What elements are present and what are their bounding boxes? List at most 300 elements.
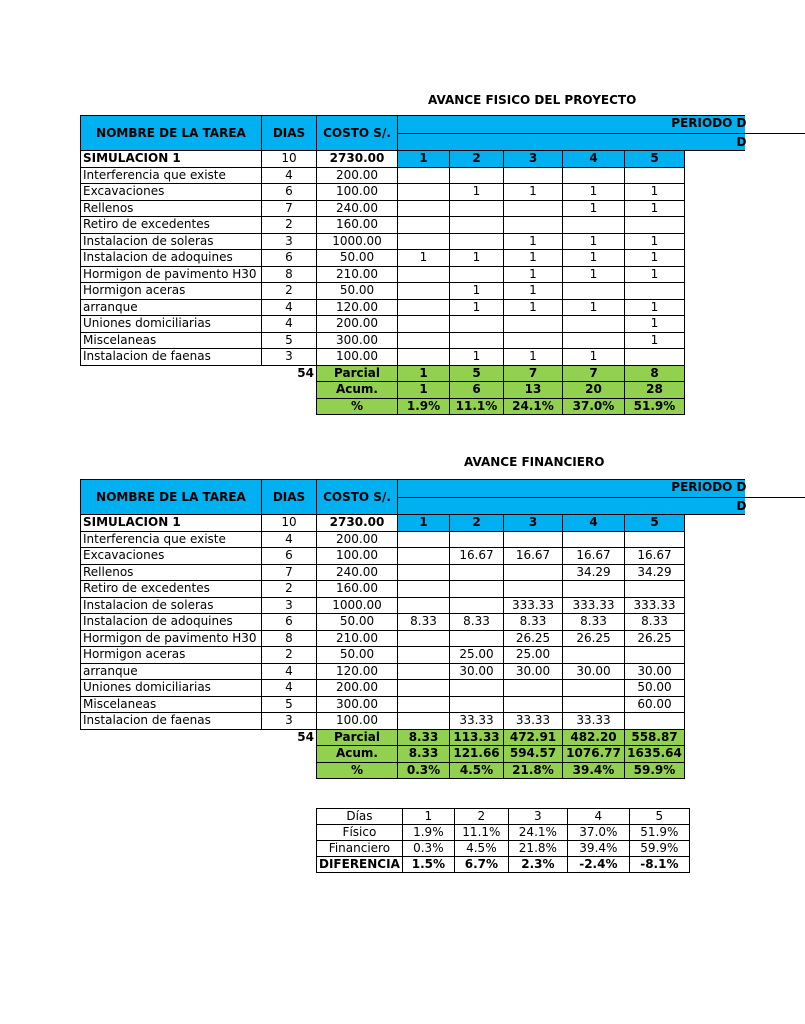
task-costo: 240.00 (317, 564, 398, 581)
task-costo: 210.00 (317, 630, 398, 647)
task-name: Instalacion de adoquines (81, 614, 262, 631)
task-period-5: 1 (625, 233, 685, 250)
period-header-2: 2 (450, 515, 504, 532)
task-period-1 (398, 564, 450, 581)
simulation-row (81, 515, 745, 532)
task-costo: 210.00 (317, 266, 398, 283)
summary-value-2: 5 (450, 365, 504, 382)
comparison-value-1: 1.9% (402, 825, 454, 841)
table-row (81, 696, 745, 713)
task-period-5: 1 (625, 299, 685, 316)
task-dias: 3 (262, 713, 317, 730)
task-period-3: 25.00 (504, 647, 563, 664)
task-period-2 (450, 564, 504, 581)
task-period-4: 1 (563, 184, 625, 201)
summary-value-5: 1635.64 (625, 746, 685, 763)
table-row (81, 332, 745, 349)
header-costo: COSTO S/. (317, 116, 398, 151)
summary-tail (685, 762, 745, 779)
table-row (81, 597, 745, 614)
fisico-title: AVANCE FISICO DEL PROYECTO (428, 93, 637, 107)
summary-tail (685, 365, 745, 382)
task-period-4 (563, 283, 625, 300)
task-dias: 6 (262, 184, 317, 201)
summary-row (81, 746, 745, 763)
task-period-1 (398, 581, 450, 598)
comparison-row (317, 825, 690, 841)
sim-costo: 2730.00 (317, 151, 398, 168)
task-period-5: 1 (625, 316, 685, 333)
task-period-4 (563, 680, 625, 697)
task-period-4 (563, 217, 625, 234)
task-name: Instalacion de adoquines (81, 250, 262, 267)
task-period-3: 30.00 (504, 663, 563, 680)
task-dias: 5 (262, 696, 317, 713)
table-row (81, 184, 745, 201)
task-period-2: 33.33 (450, 713, 504, 730)
task-period-1 (398, 332, 450, 349)
task-dias: 7 (262, 564, 317, 581)
period-header-5: 5 (625, 515, 685, 532)
task-costo: 200.00 (317, 531, 398, 548)
comparison-value-3: 21.8% (508, 841, 567, 857)
header-nombre: NOMBRE DE LA TAREA (81, 480, 262, 515)
task-period-4 (563, 531, 625, 548)
task-name: Rellenos (81, 200, 262, 217)
task-period-1 (398, 680, 450, 697)
summary-blank (81, 382, 262, 399)
summary-row (81, 398, 745, 415)
task-period-5 (625, 167, 685, 184)
task-period-4 (563, 167, 625, 184)
summary-blank (81, 729, 262, 746)
header-dias: DIAS (262, 116, 317, 151)
task-period-1 (398, 217, 450, 234)
task-name: Excavaciones (81, 184, 262, 201)
summary-value-3: 594.57 (504, 746, 563, 763)
task-period-2: 30.00 (450, 663, 504, 680)
summary-value-2: 6 (450, 382, 504, 399)
summary-value-1: 8.33 (398, 729, 450, 746)
task-period-4: 1 (563, 266, 625, 283)
task-period-2 (450, 167, 504, 184)
sim-name: SIMULACION 1 (81, 515, 262, 532)
table-row (81, 349, 745, 366)
task-period-1 (398, 548, 450, 565)
task-dias: 8 (262, 266, 317, 283)
task-period-3: 1 (504, 250, 563, 267)
task-dias: 6 (262, 614, 317, 631)
task-period-5: 34.29 (625, 564, 685, 581)
task-name: Hormigon aceras (81, 283, 262, 300)
task-period-4: 1 (563, 349, 625, 366)
comparison-value-2: 11.1% (454, 825, 508, 841)
task-period-2 (450, 680, 504, 697)
periodo-divider (398, 133, 805, 134)
summary-row (81, 729, 745, 746)
task-name: Hormigon de pavimento H30 (81, 630, 262, 647)
task-period-3: 33.33 (504, 713, 563, 730)
header-costo: COSTO S/. (317, 480, 398, 515)
task-period-2 (450, 266, 504, 283)
task-costo: 100.00 (317, 184, 398, 201)
task-period-4: 33.33 (563, 713, 625, 730)
task-period-3: 333.33 (504, 597, 563, 614)
summary-blank (81, 746, 262, 763)
periodo-label: PERIODO D (671, 480, 747, 494)
table-row (81, 531, 745, 548)
task-period-3: 1 (504, 266, 563, 283)
task-costo: 160.00 (317, 581, 398, 598)
summary-value-5: 8 (625, 365, 685, 382)
financiero-title: AVANCE FINANCIERO (464, 455, 605, 469)
task-period-3 (504, 564, 563, 581)
task-period-4: 1 (563, 233, 625, 250)
summary-row (81, 365, 745, 382)
task-name: Instalacion de faenas (81, 349, 262, 366)
task-period-3: 1 (504, 233, 563, 250)
task-period-2: 1 (450, 184, 504, 201)
comparison-value-1: 0.3% (402, 841, 454, 857)
task-period-5: 1 (625, 266, 685, 283)
comparison-row (317, 857, 690, 873)
task-period-2 (450, 597, 504, 614)
total-dias: 54 (297, 366, 314, 380)
task-period-1 (398, 316, 450, 333)
task-period-1 (398, 597, 450, 614)
table-row (81, 233, 745, 250)
comparison-value-2: 4.5% (454, 841, 508, 857)
task-period-4: 1 (563, 250, 625, 267)
task-dias: 4 (262, 167, 317, 184)
fisico-sheet-clip (80, 115, 745, 420)
task-costo: 100.00 (317, 349, 398, 366)
task-period-3 (504, 200, 563, 217)
task-dias: 4 (262, 316, 317, 333)
task-period-5 (625, 647, 685, 664)
period-header-4: 4 (563, 151, 625, 168)
task-period-5: 30.00 (625, 663, 685, 680)
comparison-row (317, 841, 690, 857)
summary-row (81, 762, 745, 779)
comparison-value-5: 51.9% (629, 825, 689, 841)
task-period-4 (563, 647, 625, 664)
task-period-5 (625, 531, 685, 548)
task-name: Retiro de excedentes (81, 217, 262, 234)
sim-name: SIMULACION 1 (81, 151, 262, 168)
task-period-5 (625, 581, 685, 598)
summary-row (81, 382, 745, 399)
periodo-label: PERIODO D (671, 116, 747, 130)
financiero-tbody (81, 480, 745, 779)
task-costo: 200.00 (317, 680, 398, 697)
period-header-2: 2 (450, 151, 504, 168)
task-period-5: 333.33 (625, 597, 685, 614)
task-costo: 50.00 (317, 283, 398, 300)
comparison-value-5: 59.9% (629, 841, 689, 857)
summary-tail (685, 398, 745, 415)
table-row (81, 713, 745, 730)
comparison-label: Financiero (317, 841, 403, 857)
task-name: arranque (81, 299, 262, 316)
summary-blank (81, 398, 262, 415)
task-costo: 240.00 (317, 200, 398, 217)
task-period-4: 1 (563, 299, 625, 316)
task-period-1 (398, 200, 450, 217)
summary-value-1: 1.9% (398, 398, 450, 415)
task-period-5: 16.67 (625, 548, 685, 565)
fisico-table (80, 115, 745, 415)
task-costo: 200.00 (317, 316, 398, 333)
task-costo: 120.00 (317, 299, 398, 316)
period-header-1: 1 (398, 515, 450, 532)
periodo-divider (398, 497, 805, 498)
comparison-value-3: 24.1% (508, 825, 567, 841)
summary-value-2: 4.5% (450, 762, 504, 779)
table-row (81, 283, 745, 300)
table-row (81, 647, 745, 664)
task-period-1 (398, 630, 450, 647)
task-costo: 120.00 (317, 663, 398, 680)
task-period-5: 50.00 (625, 680, 685, 697)
task-period-2: 1 (450, 349, 504, 366)
table-row (81, 581, 745, 598)
comparison-value-2: 6.7% (454, 857, 508, 873)
task-period-2: 25.00 (450, 647, 504, 664)
task-period-5: 1 (625, 332, 685, 349)
task-period-1 (398, 167, 450, 184)
summary-value-5: 51.9% (625, 398, 685, 415)
summary-value-4: 20 (563, 382, 625, 399)
table-row (81, 316, 745, 333)
summary-blank-dias (262, 746, 317, 763)
task-name: Miscelaneas (81, 696, 262, 713)
task-costo: 100.00 (317, 713, 398, 730)
summary-blank-dias (262, 398, 317, 415)
summary-tail (685, 382, 745, 399)
task-dias: 5 (262, 332, 317, 349)
task-name: Interferencia que existe (81, 167, 262, 184)
task-name: Miscelaneas (81, 332, 262, 349)
summary-blank (81, 365, 262, 382)
task-dias: 3 (262, 349, 317, 366)
comparison-label: DIFERENCIA (317, 857, 403, 873)
task-period-3 (504, 217, 563, 234)
task-period-5 (625, 217, 685, 234)
task-period-4: 8.33 (563, 614, 625, 631)
task-name: Instalacion de soleras (81, 597, 262, 614)
table-row (81, 250, 745, 267)
task-dias: 2 (262, 217, 317, 234)
summary-value-4: 37.0% (563, 398, 625, 415)
summary-tail (685, 746, 745, 763)
task-period-3 (504, 581, 563, 598)
task-period-5: 1 (625, 200, 685, 217)
summary-value-2: 113.33 (450, 729, 504, 746)
period-header-3: 3 (504, 515, 563, 532)
task-dias: 4 (262, 663, 317, 680)
task-period-2 (450, 531, 504, 548)
task-period-5: 60.00 (625, 696, 685, 713)
comparison-value-1: 1 (402, 809, 454, 825)
financiero-sheet-clip (80, 479, 745, 784)
task-period-4: 1 (563, 200, 625, 217)
task-period-2 (450, 696, 504, 713)
task-period-3 (504, 167, 563, 184)
task-name: Uniones domiciliarias (81, 680, 262, 697)
table-row (81, 564, 745, 581)
task-period-2 (450, 200, 504, 217)
task-period-1: 1 (398, 250, 450, 267)
comparison-value-4: 4 (567, 809, 629, 825)
summary-value-2: 121.66 (450, 746, 504, 763)
comparison-value-5: 5 (629, 809, 689, 825)
task-dias: 8 (262, 630, 317, 647)
task-period-4: 30.00 (563, 663, 625, 680)
task-dias: 2 (262, 647, 317, 664)
task-costo: 1000.00 (317, 597, 398, 614)
task-period-3 (504, 680, 563, 697)
table-row (81, 299, 745, 316)
task-period-2: 1 (450, 250, 504, 267)
task-dias: 6 (262, 548, 317, 565)
summary-value-1: 8.33 (398, 746, 450, 763)
task-period-1 (398, 696, 450, 713)
comparacion-table (316, 808, 690, 873)
task-costo: 50.00 (317, 250, 398, 267)
task-period-1 (398, 663, 450, 680)
task-period-3 (504, 696, 563, 713)
task-period-2: 1 (450, 299, 504, 316)
task-name: Hormigon aceras (81, 647, 262, 664)
task-period-2 (450, 581, 504, 598)
task-name: Hormigon de pavimento H30 (81, 266, 262, 283)
task-costo: 1000.00 (317, 233, 398, 250)
summary-label: Parcial (317, 729, 398, 746)
task-costo: 200.00 (317, 167, 398, 184)
comparison-value-4: -2.4% (567, 857, 629, 873)
table-row (81, 217, 745, 234)
task-period-5: 1 (625, 250, 685, 267)
summary-tail (685, 729, 745, 746)
task-period-2 (450, 332, 504, 349)
comparacion-tbody (317, 809, 690, 873)
task-name: Retiro de excedentes (81, 581, 262, 598)
task-period-1 (398, 531, 450, 548)
summary-value-3: 21.8% (504, 762, 563, 779)
task-dias: 6 (262, 250, 317, 267)
period-header-5: 5 (625, 151, 685, 168)
sim-costo: 2730.00 (317, 515, 398, 532)
task-period-2: 1 (450, 283, 504, 300)
comparison-value-2: 2 (454, 809, 508, 825)
comparison-value-3: 2.3% (508, 857, 567, 873)
comparison-value-1: 1.5% (402, 857, 454, 873)
sim-dias: 10 (262, 151, 317, 168)
task-period-1 (398, 647, 450, 664)
task-name: Instalacion de faenas (81, 713, 262, 730)
table-row (81, 200, 745, 217)
comparison-row (317, 809, 690, 825)
comparison-label: Físico (317, 825, 403, 841)
task-period-3: 1 (504, 184, 563, 201)
header-periodo (398, 480, 745, 515)
sim-dias: 10 (262, 515, 317, 532)
task-period-5: 8.33 (625, 614, 685, 631)
period-header-1: 1 (398, 151, 450, 168)
summary-value-4: 39.4% (563, 762, 625, 779)
task-period-3 (504, 332, 563, 349)
period-header-4: 4 (563, 515, 625, 532)
table-row (81, 614, 745, 631)
task-period-4 (563, 316, 625, 333)
task-dias: 4 (262, 531, 317, 548)
summary-label: Acum. (317, 382, 398, 399)
task-period-4 (563, 696, 625, 713)
task-period-3: 1 (504, 299, 563, 316)
summary-value-1: 1 (398, 382, 450, 399)
table-row (81, 266, 745, 283)
task-period-1 (398, 266, 450, 283)
summary-label: Acum. (317, 746, 398, 763)
header-periodo (398, 116, 745, 151)
summary-value-3: 13 (504, 382, 563, 399)
task-dias: 2 (262, 283, 317, 300)
task-costo: 50.00 (317, 647, 398, 664)
task-costo: 50.00 (317, 614, 398, 631)
summary-value-5: 59.9% (625, 762, 685, 779)
summary-blank (81, 762, 262, 779)
task-name: Rellenos (81, 564, 262, 581)
task-period-4: 34.29 (563, 564, 625, 581)
periodo-sublabel: D (736, 135, 747, 149)
comparison-value-3: 3 (508, 809, 567, 825)
summary-value-1: 1 (398, 365, 450, 382)
task-period-5: 26.25 (625, 630, 685, 647)
task-period-5 (625, 283, 685, 300)
task-period-1: 8.33 (398, 614, 450, 631)
task-dias: 3 (262, 233, 317, 250)
task-period-4: 26.25 (563, 630, 625, 647)
task-period-5: 1 (625, 184, 685, 201)
financiero-table (80, 479, 745, 779)
task-dias: 4 (262, 299, 317, 316)
summary-value-5: 558.87 (625, 729, 685, 746)
task-period-2 (450, 233, 504, 250)
task-period-3 (504, 531, 563, 548)
summary-value-1: 0.3% (398, 762, 450, 779)
task-dias: 3 (262, 597, 317, 614)
task-period-5 (625, 713, 685, 730)
comparison-label: Días (317, 809, 403, 825)
table-row (81, 680, 745, 697)
comparison-value-5: -8.1% (629, 857, 689, 873)
task-costo: 300.00 (317, 332, 398, 349)
task-dias: 7 (262, 200, 317, 217)
summary-blank-dias (262, 382, 317, 399)
summary-value-5: 28 (625, 382, 685, 399)
summary-blank-dias (262, 762, 317, 779)
summary-value-4: 482.20 (563, 729, 625, 746)
task-period-1 (398, 283, 450, 300)
summary-value-2: 11.1% (450, 398, 504, 415)
header-nombre: NOMBRE DE LA TAREA (81, 116, 262, 151)
summary-value-4: 1076.77 (563, 746, 625, 763)
summary-label: % (317, 398, 398, 415)
task-period-3: 1 (504, 283, 563, 300)
task-costo: 300.00 (317, 696, 398, 713)
summary-value-3: 7 (504, 365, 563, 382)
